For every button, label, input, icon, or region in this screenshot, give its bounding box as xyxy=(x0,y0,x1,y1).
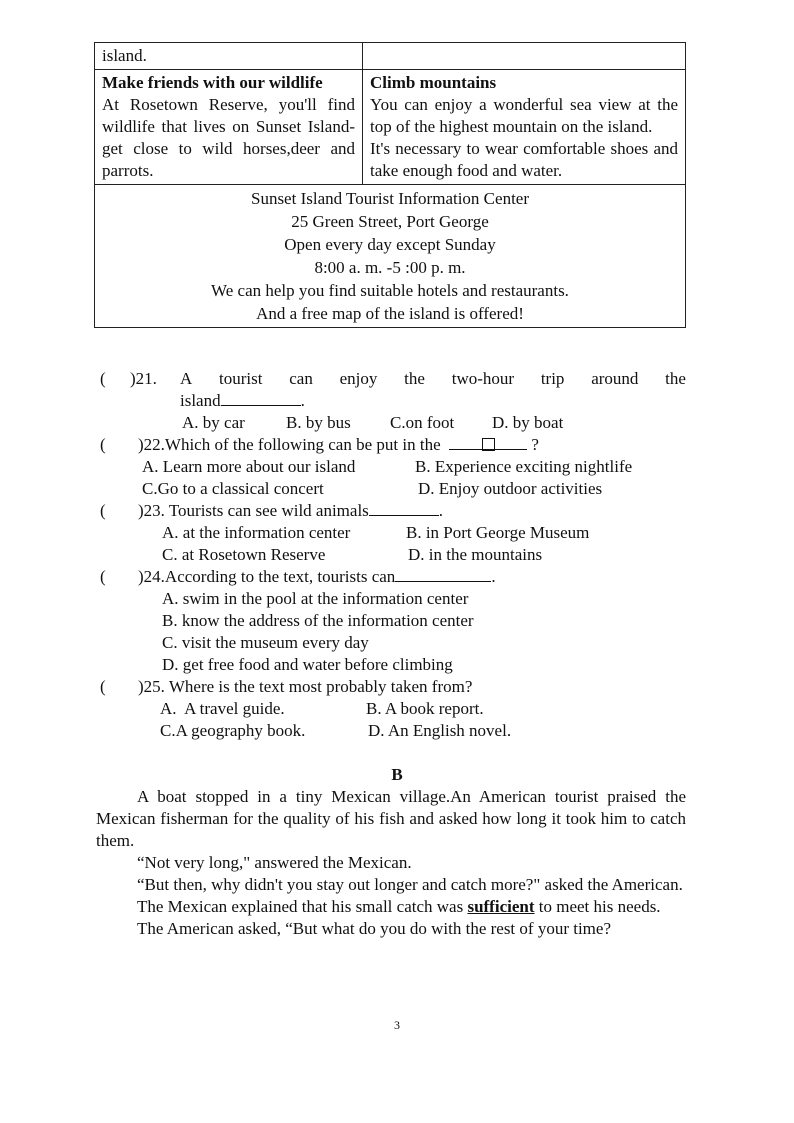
answer-blank[interactable] xyxy=(369,500,439,516)
info-center-name: Sunset Island Tourist Information Center xyxy=(250,189,529,208)
info-center-help: We can help you find suitable hotels and restaurants. xyxy=(211,281,569,300)
option-c[interactable]: C.A geography book. xyxy=(160,721,306,740)
info-center-block xyxy=(95,185,685,327)
info-center-address: 25 Green Street, Port George xyxy=(291,212,489,231)
question-21 xyxy=(100,368,690,434)
wildlife-cell xyxy=(95,70,363,184)
mountains-text: You can enjoy a wonderful sea view at the top of the highest mountain on the island. xyxy=(370,95,678,136)
mountains-text-2: It's necessary to wear comfortable shoes and take enough food and water. xyxy=(370,139,678,180)
option-b[interactable]: B. in Port George Museum xyxy=(406,523,590,542)
option-c[interactable]: C.Go to a classical concert xyxy=(142,479,324,498)
option-a[interactable]: A. Learn more about our island xyxy=(142,457,356,476)
option-c[interactable]: C. at Rosetown Reserve xyxy=(162,545,326,564)
table-row xyxy=(95,70,685,185)
cell-top-right xyxy=(363,43,685,69)
answer-blank[interactable] xyxy=(449,434,527,450)
wildlife-title: Make friends with our wildlife xyxy=(102,73,323,92)
question-24 xyxy=(100,566,690,676)
question-stem: )23. Tourists can see wild animals . xyxy=(138,501,444,520)
option-d[interactable]: D. get free food and water before climbing xyxy=(162,655,453,674)
option-a[interactable]: A. by car xyxy=(182,413,245,432)
question-number: )21. xyxy=(130,369,157,388)
passage-paragraph-2: “Not very long," answered the Mexican. xyxy=(137,853,412,872)
option-b[interactable]: B. know the address of the information center xyxy=(162,611,474,630)
option-b[interactable]: B. Experience exciting nightlife xyxy=(415,457,633,476)
option-c[interactable]: C.on foot xyxy=(390,413,455,432)
page-number: 3 xyxy=(394,1018,400,1032)
answer-paren[interactable]: ( xyxy=(100,677,106,696)
section-b-passage xyxy=(96,786,686,940)
vocab-word-sufficient: sufficient xyxy=(467,897,535,916)
answer-paren[interactable]: ( xyxy=(100,369,106,388)
passage-paragraph-1: A boat stopped in a tiny Mexican village.An American tourist praised the Mexican fisherman for the quality of his fish and asked how long it took him to catch them. xyxy=(96,787,686,850)
mountains-cell xyxy=(363,70,685,184)
cell-top-left: island. xyxy=(95,43,363,69)
placeholder-square-icon xyxy=(482,438,495,451)
option-a[interactable]: A. A travel guide. xyxy=(160,699,285,718)
question-stem: )22.Which of the following can be put in the ? xyxy=(138,435,539,454)
question-stem-cont: island . xyxy=(180,391,305,410)
passage-paragraph-4: The Mexican explained that his small catch was sufficient to meet his needs. xyxy=(137,897,661,916)
table-row xyxy=(95,43,685,70)
option-d[interactable]: D. by boat xyxy=(492,413,564,432)
tourist-info-table xyxy=(94,42,686,328)
option-b[interactable]: B. by bus xyxy=(286,413,351,432)
question-stem: )24.According to the text, tourists can . xyxy=(138,567,496,586)
option-a[interactable]: A. at the information center xyxy=(162,523,351,542)
section-b-heading: B xyxy=(391,765,403,784)
option-d[interactable]: D. An English novel. xyxy=(368,721,512,740)
mountains-title: Climb mountains xyxy=(370,73,497,92)
info-center-hours: 8:00 a. m. -5 :00 p. m. xyxy=(314,258,466,277)
answer-paren[interactable]: ( xyxy=(100,435,106,454)
wildlife-text: At Rosetown Reserve, you'll find wildlife that lives on Sunset Island-get close to wild horses,deer and parrots. xyxy=(102,95,355,180)
option-c[interactable]: C. visit the museum every day xyxy=(162,633,369,652)
info-center-map: And a free map of the island is offered! xyxy=(256,304,524,323)
question-23 xyxy=(100,500,690,566)
answer-paren[interactable]: ( xyxy=(100,567,106,586)
question-stem: A tourist can enjoy the two-hour trip around the xyxy=(180,369,686,388)
answer-blank[interactable] xyxy=(395,566,491,582)
info-center-days: Open every day except Sunday xyxy=(284,235,496,254)
question-25 xyxy=(100,676,690,742)
answer-blank[interactable] xyxy=(221,390,301,406)
option-d[interactable]: D. Enjoy outdoor activities xyxy=(418,479,603,498)
answer-paren[interactable]: ( xyxy=(100,501,106,520)
question-stem: )25. Where is the text most probably taken from? xyxy=(138,677,473,696)
question-22 xyxy=(100,434,690,500)
option-a[interactable]: A. swim in the pool at the information center xyxy=(162,589,469,608)
passage-paragraph-3: “But then, why didn't you stay out longer and catch more?" asked the American. xyxy=(137,875,683,894)
passage-paragraph-5: The American asked, “But what do you do with the rest of your time? xyxy=(137,919,611,938)
option-d[interactable]: D. in the mountains xyxy=(408,545,543,564)
option-b[interactable]: B. A book report. xyxy=(366,699,484,718)
